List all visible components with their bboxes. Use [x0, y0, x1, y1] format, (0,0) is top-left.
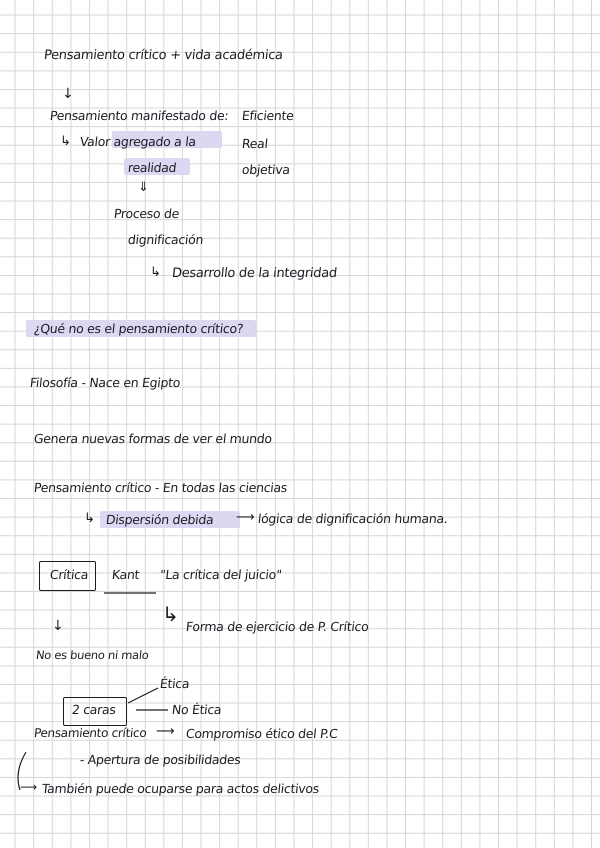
- tambien-line: También puede ocuparse para actos delictivos: [41, 781, 320, 796]
- quality-objetiva: objetiva: [241, 162, 291, 177]
- no-etica-label: No Ética: [171, 702, 223, 717]
- proceso-line-1: Proceso de: [113, 206, 180, 221]
- etica-label: Ética: [159, 676, 191, 691]
- dispersion-text: Dispersión debida: [105, 512, 215, 527]
- page-title: Pensamiento crítico + vida académica: [43, 48, 284, 63]
- desarrollo-line: Desarrollo de la integridad: [171, 266, 338, 281]
- valor-line-2: realidad: [127, 160, 178, 175]
- question-heading: ¿Qué no es el pensamiento crítico?: [33, 321, 245, 336]
- down-arrow-icon: ↓: [52, 618, 64, 634]
- logica-text: lógica de dignificación humana.: [257, 511, 449, 526]
- compromiso-text: Compromiso ético del P.C: [185, 726, 339, 741]
- kant-label: Kant: [111, 567, 141, 582]
- manifestado-line: Pensamiento manifestado de:: [49, 108, 230, 123]
- valor-line-1: Valor agregado a la: [79, 134, 197, 149]
- double-down-arrow-icon: ⇓: [138, 180, 149, 195]
- pc-compromiso-left: Pensamiento crítico: [33, 726, 148, 740]
- kant-quote: "La crítica del juicio": [159, 567, 283, 582]
- down-arrow-icon: ↓: [62, 86, 74, 102]
- quality-real: Real: [241, 136, 269, 151]
- apertura-line: - Apertura de posibilidades: [79, 752, 242, 767]
- genera-line: Genera nuevas formas de ver el mundo: [33, 431, 273, 446]
- critica-label: Crítica: [49, 567, 89, 582]
- corner-arrow-icon: ↳: [60, 134, 71, 149]
- corner-arrow-icon: ↳: [150, 265, 161, 280]
- corner-arrow-icon: ↳: [162, 602, 179, 626]
- pc-ciencias-line: Pensamiento crítico - En todas las ciencias: [33, 480, 288, 495]
- branch-etica-stroke: [128, 688, 158, 703]
- proceso-line-2: dignificación: [127, 232, 204, 247]
- right-arrow-icon: ⟶: [156, 724, 175, 739]
- no-es-bueno-line: No es bueno ni malo: [35, 648, 150, 662]
- caras-label: 2 caras: [71, 702, 117, 717]
- quality-eficiente: Eficiente: [241, 108, 295, 123]
- filosofia-line: Filosofía - Nace en Egipto: [29, 375, 181, 390]
- right-arrow-icon: ⟶: [236, 510, 255, 525]
- corner-arrow-icon: ↳: [84, 511, 95, 526]
- corner-arrow-icon: ⟶: [20, 780, 38, 794]
- forma-line: Forma de ejercicio de P. Crítico: [185, 619, 370, 634]
